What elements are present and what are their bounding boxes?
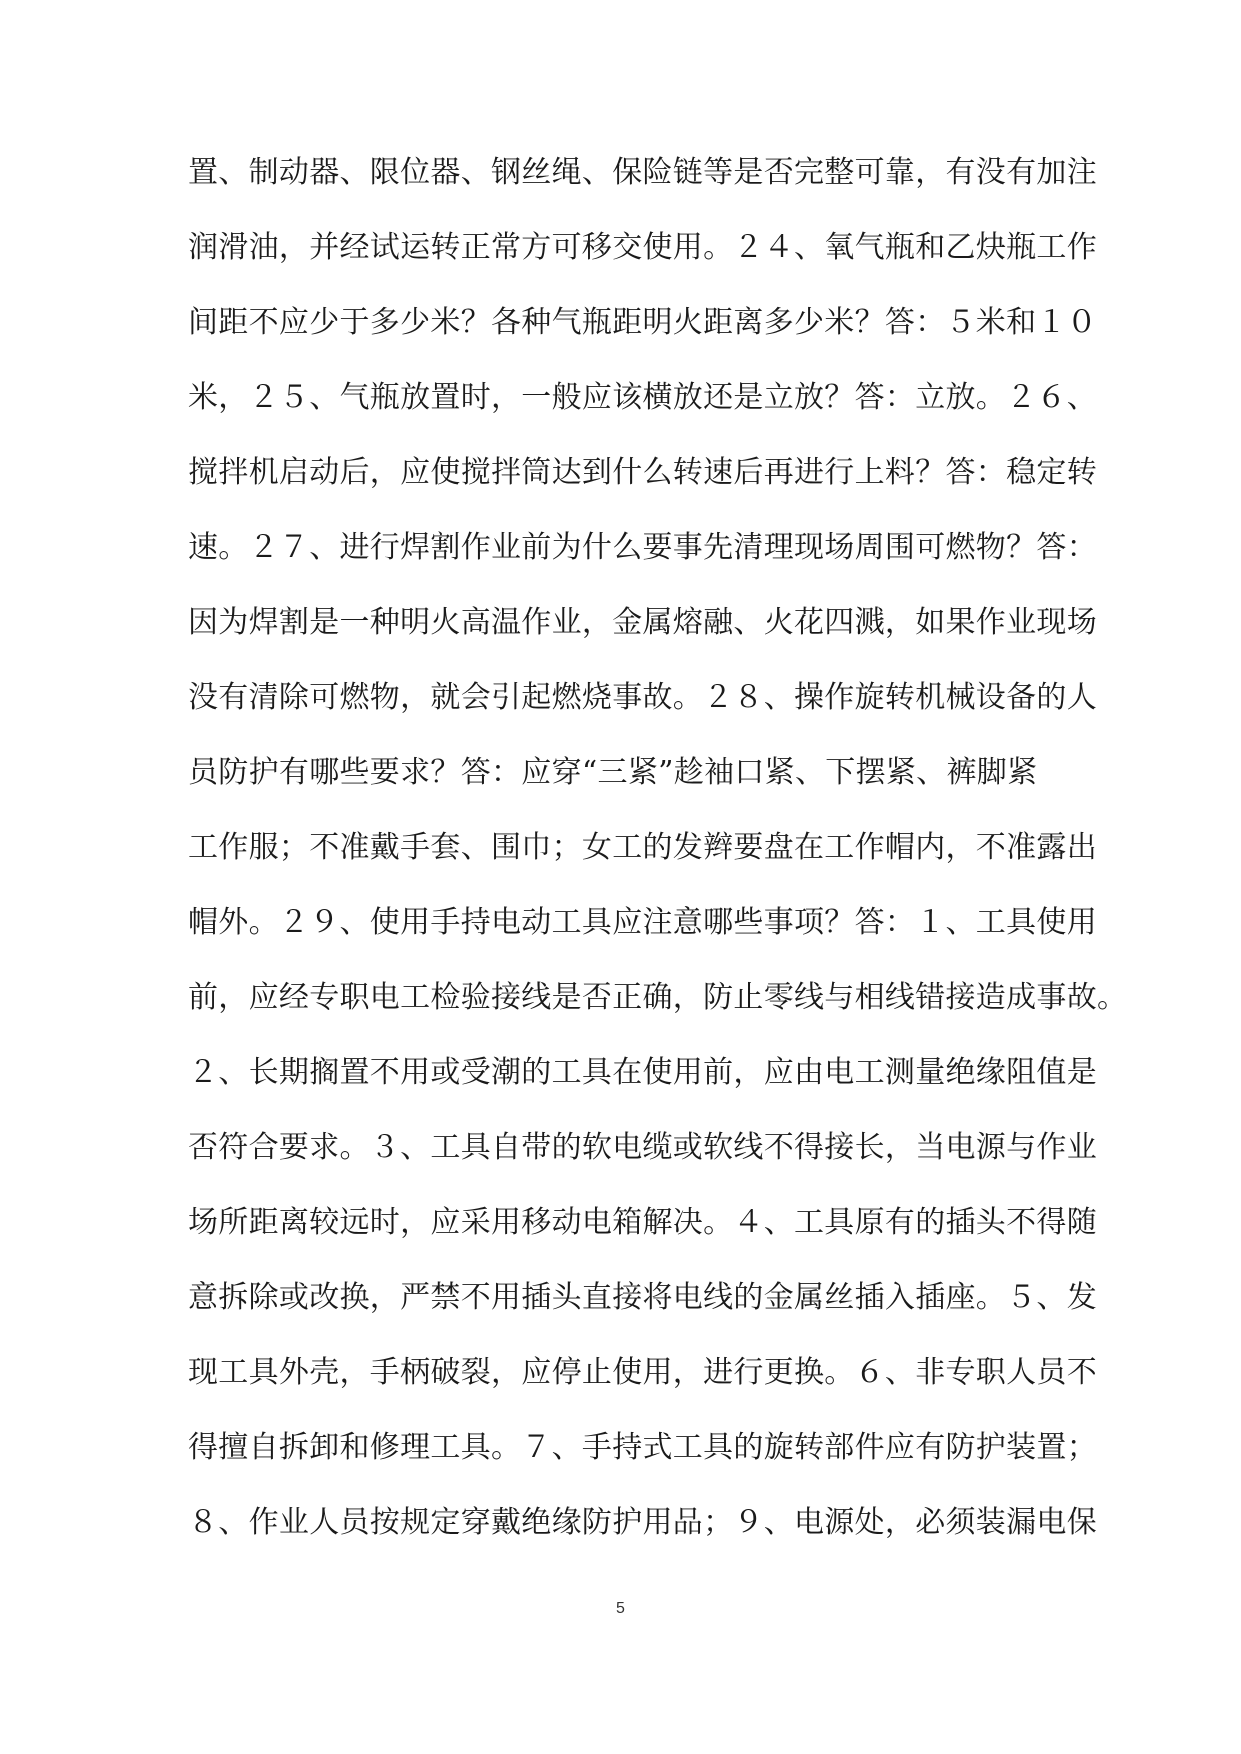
- text-line: 因为焊割是一种明火高温作业，金属熔融、火花四溅，如果作业现场: [188, 605, 1097, 640]
- text-line: ８、作业人员按规定穿戴绝缘防护用品；９、电源处，必须装漏电保: [188, 1505, 1097, 1540]
- text-line: 现工具外壳，手柄破裂，应停止使用，进行更换。６、非专职人员不: [188, 1355, 1097, 1390]
- text-line: 员防护有哪些要求？答：应穿“三紧”趁袖口紧、下摆紧、裤脚紧: [188, 755, 1038, 790]
- text-line: 润滑油，并经试运转正常方可移交使用。２４、氧气瓶和乙炔瓶工作: [188, 230, 1097, 265]
- text-line: 间距不应少于多少米？各种气瓶距明火距离多少米？答：５米和１０: [188, 305, 1097, 340]
- text-line: 得擅自拆卸和修理工具。７、手持式工具的旋转部件应有防护装置；: [188, 1430, 1097, 1465]
- text-line: 米，２５、气瓶放置时，一般应该横放还是立放？答：立放。２６、: [188, 380, 1097, 415]
- text-line: 搅拌机启动后，应使搅拌筒达到什么转速后再进行上料？答：稳定转: [188, 455, 1097, 490]
- text-line: 帽外。２９、使用手持电动工具应注意哪些事项？答：１、工具使用: [188, 905, 1097, 940]
- text-line: 意拆除或改换，严禁不用插头直接将电线的金属丝插入插座。５、发: [188, 1280, 1097, 1315]
- page-number: 5: [616, 1600, 625, 1617]
- text-line: ２、长期搁置不用或受潮的工具在使用前，应由电工测量绝缘阻值是: [188, 1055, 1097, 1090]
- text-line: 前，应经专职电工检验接线是否正确，防止零线与相线错接造成事故。: [188, 980, 1128, 1015]
- text-line: 置、制动器、限位器、钢丝绳、保险链等是否完整可靠，有没有加注: [188, 155, 1097, 190]
- text-line: 速。２７、进行焊割作业前为什么要事先清理现场周围可燃物？答：: [188, 530, 1097, 565]
- text-line: 否符合要求。３、工具自带的软电缆或软线不得接长，当电源与作业: [188, 1130, 1097, 1165]
- text-line: 场所距离较远时，应采用移动电箱解决。４、工具原有的插头不得随: [188, 1205, 1097, 1240]
- text-line: 工作服；不准戴手套、围巾；女工的发辫要盘在工作帽内，不准露出: [188, 830, 1097, 865]
- text-line: 没有清除可燃物，就会引起燃烧事故。２８、操作旋转机械设备的人: [188, 680, 1097, 715]
- body-text: [188, 150, 1128, 1575]
